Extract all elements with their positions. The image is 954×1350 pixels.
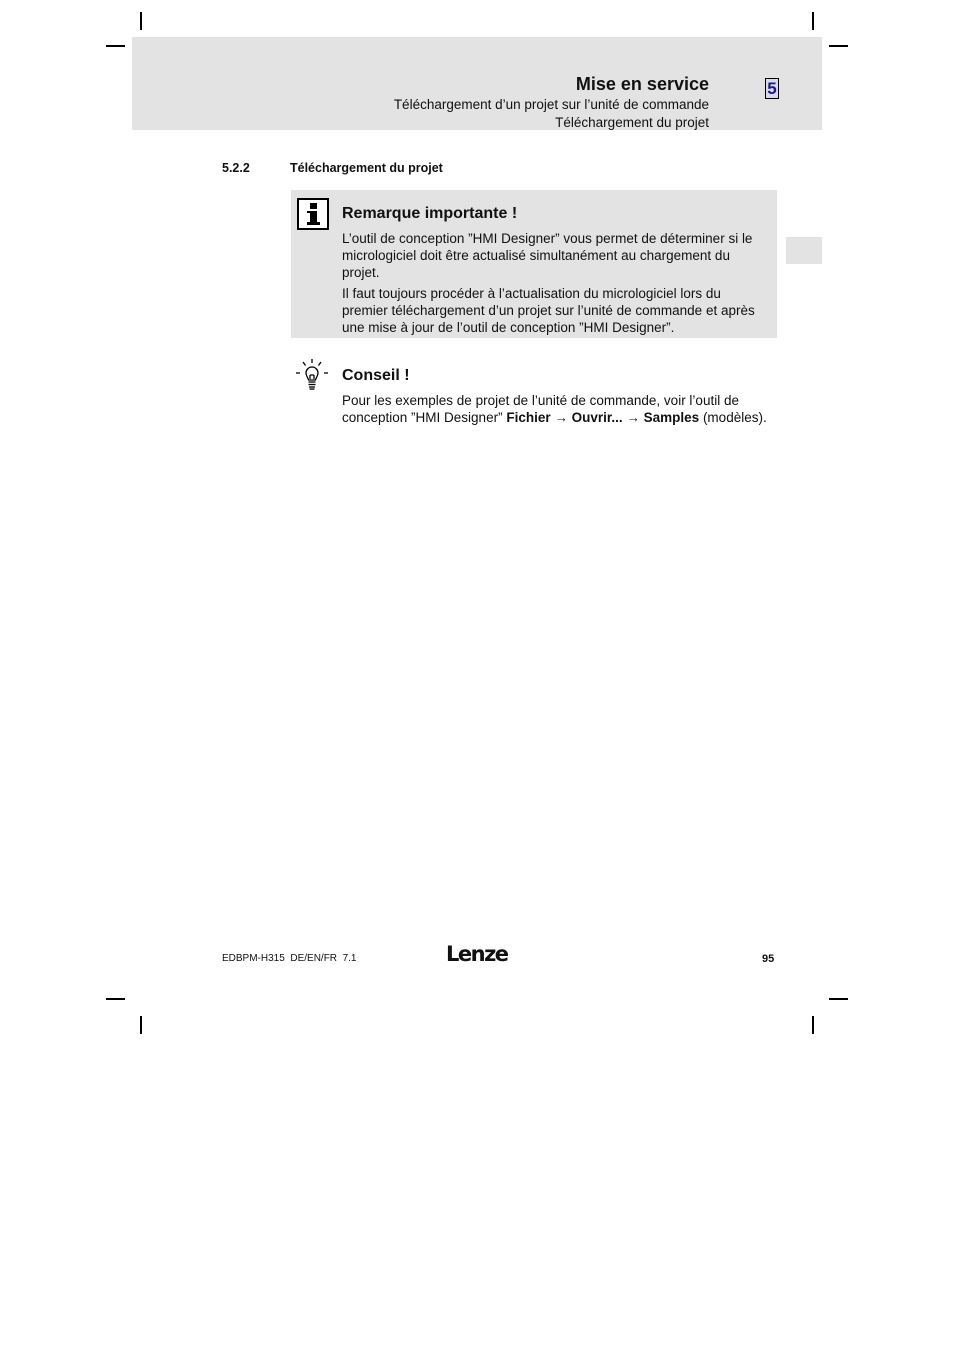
crop-mark	[106, 45, 125, 47]
crop-mark	[140, 12, 142, 30]
crop-mark	[829, 45, 848, 47]
page-number: 95	[762, 953, 775, 965]
lenze-logo: Lenze	[446, 942, 508, 966]
chapter-title: Mise en service	[575, 74, 709, 94]
section-number: 5.2.2	[222, 161, 250, 175]
chapter-subtitle-line2: Téléchargement du projet	[555, 115, 709, 130]
tip-paragraph	[342, 392, 770, 426]
menu-path-fichier: Fichier	[506, 410, 551, 425]
crop-mark	[812, 12, 814, 30]
menu-path-ouvrir: Ouvrir...	[571, 410, 623, 425]
tip-heading: Conseil !	[342, 367, 410, 384]
chapter-side-tab	[786, 237, 822, 264]
lightbulb-icon	[295, 358, 329, 392]
header-band	[132, 37, 822, 130]
note-paragraph-1: L’outil de conception ”HMI Designer” vous permet de déterminer si le micrologiciel doit être actualisé simultanément au chargement du projet.	[342, 231, 753, 280]
note-paragraph-2: Il faut toujours procéder à l’actualisation du micrologiciel lors du premier téléchargement d’un projet sur l’unité de commande et après une mise à jour de l’outil de conception ”HMI Designer”.	[342, 286, 755, 335]
arrow-icon: →	[550, 410, 572, 425]
footer-document-code: EDBPM-H315 DE/EN/FR 7.1	[222, 953, 357, 964]
crop-mark	[829, 998, 848, 1000]
section-title: Téléchargement du projet	[290, 161, 443, 175]
tip-text-end: (modèles).	[699, 410, 767, 425]
arrow-icon: →	[622, 410, 644, 425]
tip-text: Pour les exemples de projet de l’unité de commande, voir l’outil de conception ”HMI Designer”	[342, 393, 739, 425]
info-icon	[297, 198, 329, 230]
chapter-number-badge: 5	[765, 78, 779, 99]
crop-mark	[106, 998, 125, 1000]
crop-mark	[140, 1016, 142, 1034]
crop-mark	[812, 1016, 814, 1034]
chapter-subtitle-line1: Téléchargement d’un projet sur l’unité de commande	[393, 97, 709, 112]
menu-path-samples: Samples	[643, 410, 700, 425]
note-heading: Remarque importante !	[342, 205, 518, 222]
